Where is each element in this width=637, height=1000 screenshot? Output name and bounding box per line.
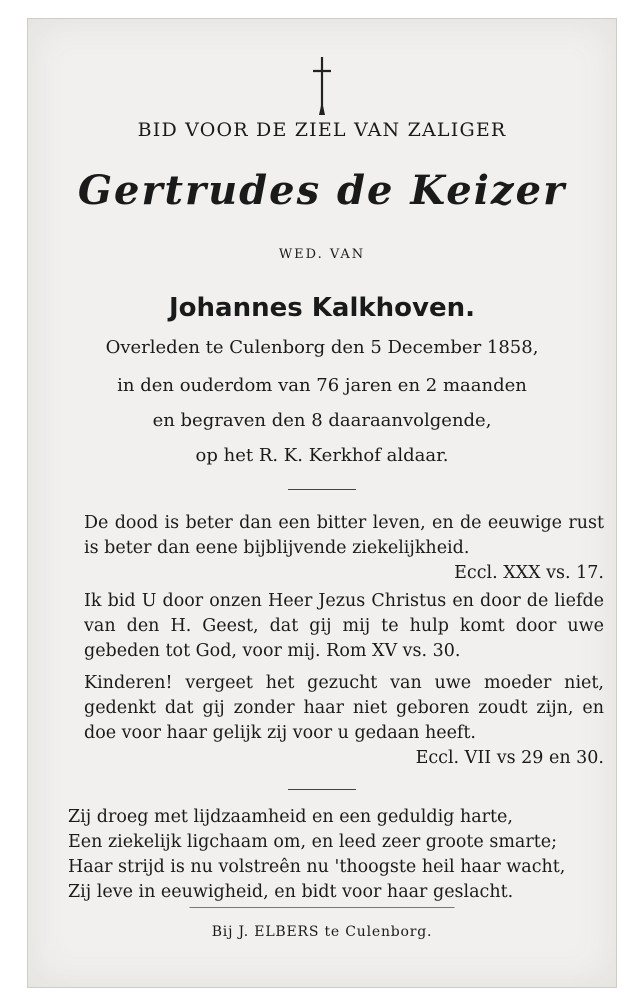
info-line: in den ouderdom van 76 jaren en 2 maanden [117, 375, 527, 396]
verse-block [68, 805, 608, 905]
verse-line: Een ziekelijk ligchaam om, en leed zeer groote smarte; [68, 832, 558, 852]
quote-text: Kinderen! vergeet het gezucht van uwe moeder niet, gedenkt dat gij zonder haar niet geboren zoudt zijn, en doe voor haar gelijk zij voor u gedaan heeft. [84, 673, 604, 743]
memorial-card [27, 18, 617, 988]
quote-text: Ik bid U door onzen Heer Jezus Christus en door de liefde van den H. Geest, dat gij mij te hulp komt door uwe gebeden tot God, voor mij. Rom XV vs. 30. [84, 591, 604, 661]
prayer-header: BID VOOR DE ZIEL VAN ZALIGER [137, 119, 507, 141]
quote-reference: Eccl. XXX vs. 17. [454, 563, 604, 583]
quote-reference: Eccl. VII vs 29 en 30. [415, 748, 604, 768]
cross-icon [310, 57, 334, 115]
divider [288, 489, 356, 490]
verse-line: Haar strijd is nu volstreên nu 'thoogste heil haar wacht, [68, 857, 566, 877]
deceased-name: Gertrudes de Keizer [77, 167, 567, 214]
quote-block [84, 671, 604, 771]
printer-credit: Bij J. ELBERS te Culenborg. [211, 924, 433, 940]
divider [190, 907, 455, 908]
widow-of-label: WED. VAN [278, 247, 366, 262]
info-line: op het R. K. Kerkhof aldaar. [195, 445, 449, 466]
quote-block [84, 511, 604, 586]
quote-text: De dood is beter dan een bitter leven, en de eeuwige rust is beter dan eene bijblijvende ziekelijkheid. [84, 513, 604, 558]
info-line: Overleden te Culenborg den 5 December 1858, [105, 337, 539, 358]
info-line: en begraven den 8 daaraanvolgende, [152, 410, 492, 431]
verse-line: Zij leve in eeuwigheid, en bidt voor haar geslacht. [68, 882, 514, 902]
verse-line: Zij droeg met lijdzaamheid en een geduldig harte, [68, 807, 513, 827]
quote-block [84, 589, 604, 664]
divider [288, 789, 356, 790]
husband-name: Johannes Kalkhoven. [168, 293, 475, 323]
